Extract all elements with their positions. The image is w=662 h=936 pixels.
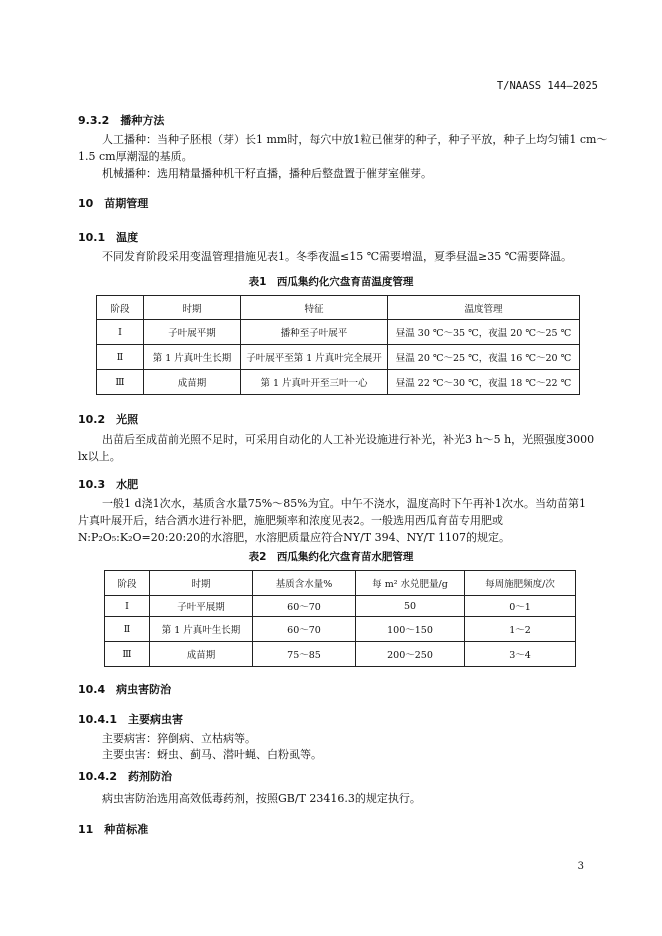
table-cell: 第 1 片真叶生长期 (144, 345, 241, 370)
table-row (105, 642, 576, 667)
table-row (97, 370, 580, 395)
table-cell: Ⅰ (97, 320, 144, 345)
table-cell: 50 (356, 596, 465, 617)
section-10-3-heading: 10.3 水肥 (78, 478, 139, 491)
table-header-cell: 时期 (150, 571, 253, 596)
table-cell: Ⅱ (97, 345, 144, 370)
table-cell: Ⅲ (105, 642, 150, 667)
water-fertilizer-text: 一般1 d浇1次水，基质含水量75%～85%为宜。中午不浇水，温度高时下午再补1次水。当幼苗第1片真叶展开后，结合洒水进行补肥，施肥频率和浓度见表2。一般选用西瓜育苗专用肥或 (78, 497, 586, 527)
pesticide-control-text: 病虫害防治选用高效低毒药剂，按照GB/T 23416.3的规定执行。 (102, 792, 421, 805)
mechanical-sowing-text: 机械播种：选用精量播种机干籽直播，播种后整盘置于催芽室催芽。 (102, 167, 432, 180)
table-cell: 子叶平展期 (150, 596, 253, 617)
table-cell: 子叶展平至第 1 片真叶完全展开 (241, 345, 388, 370)
manual-sowing-text-cont: 1.5 cm厚潮湿的基质。 (78, 150, 193, 163)
table-cell: 75～85 (253, 642, 356, 667)
temperature-table (96, 295, 580, 395)
table-header-row (105, 571, 576, 596)
section-10-1-heading: 10.1 温度 (78, 231, 139, 244)
table-cell: 200～250 (356, 642, 465, 667)
table-cell: 成苗期 (150, 642, 253, 667)
table1-caption: 表1 西瓜集约化穴盘育苗温度管理 (248, 276, 414, 288)
document-code: T/NAASS 144—2025 (496, 80, 598, 92)
table-row (97, 345, 580, 370)
section-10-4-1-heading: 10.4.1 主要病虫害 (78, 713, 183, 726)
table-header-cell: 每周施肥频度/次 (465, 571, 576, 596)
table-cell: 昼温 30 ℃～35 ℃，夜温 20 ℃～25 ℃ (388, 320, 580, 345)
table-cell: 第 1 片真叶生长期 (150, 617, 253, 642)
table-header-cell: 温度管理 (388, 296, 580, 320)
table-header-cell: 特征 (241, 296, 388, 320)
table-cell: Ⅲ (97, 370, 144, 395)
table-header-cell: 时期 (144, 296, 241, 320)
table-cell: 播种至子叶展平 (241, 320, 388, 345)
table-cell: Ⅰ (105, 596, 150, 617)
table-row (105, 596, 576, 617)
table-header-cell: 阶段 (97, 296, 144, 320)
table-cell: 昼温 22 ℃～30 ℃，夜温 18 ℃～22 ℃ (388, 370, 580, 395)
table-cell: 1～2 (465, 617, 576, 642)
table-cell: 3～4 (465, 642, 576, 667)
section-11-heading: 11 种苗标准 (78, 823, 149, 836)
page-number: 3 (577, 861, 584, 872)
table-cell: 成苗期 (144, 370, 241, 395)
table-cell: 60～70 (253, 596, 356, 617)
table-cell: Ⅱ (105, 617, 150, 642)
table-header-cell: 每 m² 水兑肥量/g (356, 571, 465, 596)
temperature-text: 不同发育阶段采用变温管理措施见表1。冬季夜温≤15 ℃需要增温，夏季昼温≥35 ℃需要降温。 (102, 250, 573, 263)
main-diseases-text: 主要病害：猝倒病、立枯病等。 (102, 732, 256, 745)
water-fertilizer-table (104, 570, 576, 667)
table-header-cell: 阶段 (105, 571, 150, 596)
table-cell: 0～1 (465, 596, 576, 617)
table-cell: 第 1 片真叶开至三叶一心 (241, 370, 388, 395)
manual-sowing-text: 人工播种：当种子胚根（芽）长1 mm时，每穴中放1粒已催芽的种子，种子平放，种子上均匀铺1 cm～ (102, 133, 608, 146)
table-cell: 昼温 20 ℃～25 ℃，夜温 16 ℃～20 ℃ (388, 345, 580, 370)
lighting-text-cont: lx以上。 (78, 450, 121, 463)
water-fertilizer-text-cont: N:P₂O₅:K₂O=20:20:20的水溶肥，水溶肥质量应符合NY/T 394、NY/T 1107的规定。 (78, 531, 510, 544)
table-row (97, 320, 580, 345)
section-10-heading: 10 苗期管理 (78, 197, 149, 210)
table-header-cell: 基质含水量% (253, 571, 356, 596)
section-9-3-2-heading: 9.3.2 播种方法 (78, 114, 165, 127)
table-header-row (97, 296, 580, 320)
table-cell: 子叶展平期 (144, 320, 241, 345)
table-row (105, 617, 576, 642)
section-10-4-heading: 10.4 病虫害防治 (78, 683, 172, 696)
table-cell: 60～70 (253, 617, 356, 642)
main-pests-text: 主要虫害：蚜虫、蓟马、潜叶蝇、白粉虱等。 (102, 748, 322, 761)
table2-caption: 表2 西瓜集约化穴盘育苗水肥管理 (248, 551, 414, 563)
table-cell: 100～150 (356, 617, 465, 642)
lighting-text: 出苗后至成苗前光照不足时，可采用自动化的人工补光设施进行补光，补光3 h～5 h，光照强度3000 (102, 433, 595, 446)
section-10-4-2-heading: 10.4.2 药剂防治 (78, 770, 172, 783)
section-10-2-heading: 10.2 光照 (78, 413, 139, 426)
